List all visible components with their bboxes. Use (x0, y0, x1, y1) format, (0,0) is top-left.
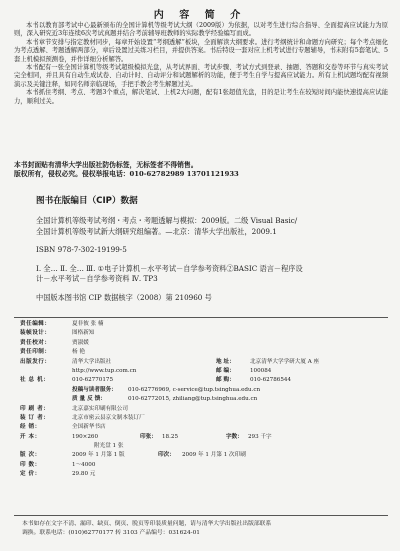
quality-issue-notice: 本书如存在文字不清、漏印、缺页、倒页、脱页等印装质量问题，请与清华大学出版社出版部联系 (22, 521, 272, 527)
printer-value: 北京嘉实印刷有限公司 (72, 405, 128, 412)
divider (14, 515, 388, 516)
publication-details (20, 320, 392, 480)
address-value: 北京清华大学学研大厦 A 座 (250, 358, 320, 365)
mail-order-label: 邮 购： (216, 377, 235, 384)
word-count-label: 字数： (226, 433, 243, 440)
sheets-label: 印张： (140, 433, 157, 440)
edition-label: 版 次： (20, 452, 41, 459)
detail-row (20, 442, 392, 451)
quality-label: 质 量 反 馈： (72, 396, 106, 403)
website-link[interactable]: http://www.tup.com.cn (72, 367, 137, 374)
switchboard-label: 社 总 机： (20, 377, 50, 384)
cip-heading: 图书在版编目（CIP）数据 (36, 196, 138, 206)
intro-paragraph: 本书章节安排与指定教材同步，每章开始设置“考纲透解”板块，全面解读大纲要求。进行考纲统计和命题方向研究；每个考点细化为考点透解、考题透解两部分，章后设置过关练习栏目，并提供答案。书后特设一套对应上机考试进行专题辅导，书末附有5套笔试、5套上机模拟预测卷，并作详细分析解答。 (14, 38, 388, 63)
mail-order-value: 010-62786544 (250, 377, 292, 384)
detail-row (20, 320, 392, 329)
copyright-notice (14, 161, 388, 179)
cip-record-number: 中国版本图书馆 CIP 数据核字（2008）第 210960 号 (36, 292, 212, 302)
cip-isbn: ISBN 978-7-302-19199-5 (36, 245, 127, 254)
detail-row (20, 414, 392, 423)
binder-label: 装 订 者： (20, 414, 50, 421)
publisher-label: 出版发行： (20, 358, 51, 365)
cip-author-line: 全国计算机等级考试新大纲研究组编著。—北京：清华大学出版社，2009.1 (36, 226, 277, 236)
price-value: 29.80 元 (72, 471, 96, 478)
intro-paragraph: 本书配有一张全国计算机等级考试超级模拟光盘，从考试界面、考试步骤、考试方式到登录、抽题、答题和交卷等环节与真实考试完全相同，并且具有自动生成试卷、自动计时、自动评分和试题解析的功能，便于考生自学与提高应试能力。所有上机试题均配有视频演示及关键注释，如同名师亲临现场，手把手教会考生解题过关。 (14, 64, 388, 88)
cip-title-line: 全国计算机等级考试考纲・考点・考题透解与模拟：2009版。二级 Visual Basic/ (36, 216, 298, 225)
intro-paragraph: 本书以教育部考试中心最新颁布的全国计算机等级考试大纲（2009版）为依据，以对考生进行综合指导、全面提高应试能力为原则，深入研究近3年连续6次考试真题并结合考前辅导班教师的实际教学经验编写而成。 (14, 22, 388, 38)
print-value: 杨 艳 (72, 349, 85, 356)
editor-label: 责任编辑： (20, 321, 51, 327)
detail-row (20, 367, 392, 376)
anti-counterfeit-notice: 本书封面贴有清华大学出版社防伪标签，无标签者不得销售。 (14, 161, 198, 169)
page-title: 内 容 简 介 (153, 10, 247, 21)
detail-row (20, 386, 392, 395)
detail-row (20, 395, 392, 404)
detail-row (20, 423, 392, 432)
detail-row (20, 329, 392, 338)
impression-label: 印次： (158, 452, 175, 459)
detail-row (20, 451, 392, 460)
price-label: 定 价： (20, 471, 41, 478)
design-value: 图格新知 (72, 330, 95, 337)
cd-note: 附光盘 1 张 (94, 443, 124, 450)
submission-label: 投稿与读者服务： (72, 386, 117, 393)
postcode-value: 100084 (250, 367, 272, 374)
submission-value: 010-62776969, c-service@tup.tsinghua.edu.cn (128, 386, 261, 393)
print-label: 责任印制： (20, 349, 51, 356)
format-value: 190×260 (72, 433, 99, 440)
divider (14, 317, 388, 318)
cip-subject-line: 计－水平考试－自学参考资料 Ⅳ. TP3 (36, 274, 158, 283)
detail-row (20, 433, 392, 442)
distributor-label: 经 销： (20, 424, 41, 431)
design-label: 装帧设计： (20, 330, 51, 337)
cip-subject-line: Ⅰ. 全… Ⅱ. 全… Ⅲ. ①电子计算机－水平考试－自学参考资料②BASIC 语言－程序设 (36, 263, 303, 273)
detail-row (20, 348, 392, 357)
switchboard-value: 010-62770175 (72, 377, 114, 384)
print-run-label: 印 数： (20, 461, 41, 468)
cip-data (36, 216, 392, 303)
detail-row (20, 339, 392, 348)
printer-label: 印 刷 者： (20, 405, 50, 412)
detail-row (20, 376, 392, 385)
format-label: 开 本： (20, 433, 41, 440)
editor-value: 夏非彼 张 楠 (72, 321, 104, 327)
intro-paragraph: 本书抓住考纲、考点、考题3个重点，解决笔试、上机2大问题，配有1张超值光盘，目的是让考生在较短时间内能快速提高应试能力，顺利过关。 (14, 89, 388, 105)
detail-row (20, 461, 392, 470)
word-count-value: 293 千字 (248, 433, 272, 440)
detail-row (20, 405, 392, 414)
contact-line: 调换。联系电话：(010)62770177 转 3103 产品编号：031624-01 (22, 529, 200, 536)
impression-value: 2009 年 1 月第 1 次印刷 (182, 452, 246, 459)
footer-notice (22, 520, 388, 537)
piracy-report-line: 版权所有，侵权必究。侵权举报电话：010-62782989 13701121933 (14, 170, 239, 178)
edition-value: 2009 年 1 月第 1 版 (72, 452, 125, 459)
address-label: 地 址： (216, 358, 235, 365)
publisher-value: 清华大学出版社 (72, 358, 112, 365)
sheets-value: 18.25 (162, 433, 179, 440)
detail-row (20, 358, 392, 367)
postcode-label: 邮 编： (216, 367, 235, 374)
proof-label: 责任校对： (20, 339, 51, 346)
detail-row (20, 470, 392, 479)
book-introduction (14, 22, 388, 106)
print-run-value: 1～4000 (72, 461, 96, 468)
quality-value: 010-62772015, zhiliang@tup.tsinghua.edu.cn (128, 396, 258, 403)
proof-value: 贾淑媛 (72, 339, 89, 346)
distributor-value: 全国新华书店 (72, 424, 106, 431)
binder-value: 北京市密云县京文制本装订厂 (72, 414, 145, 421)
